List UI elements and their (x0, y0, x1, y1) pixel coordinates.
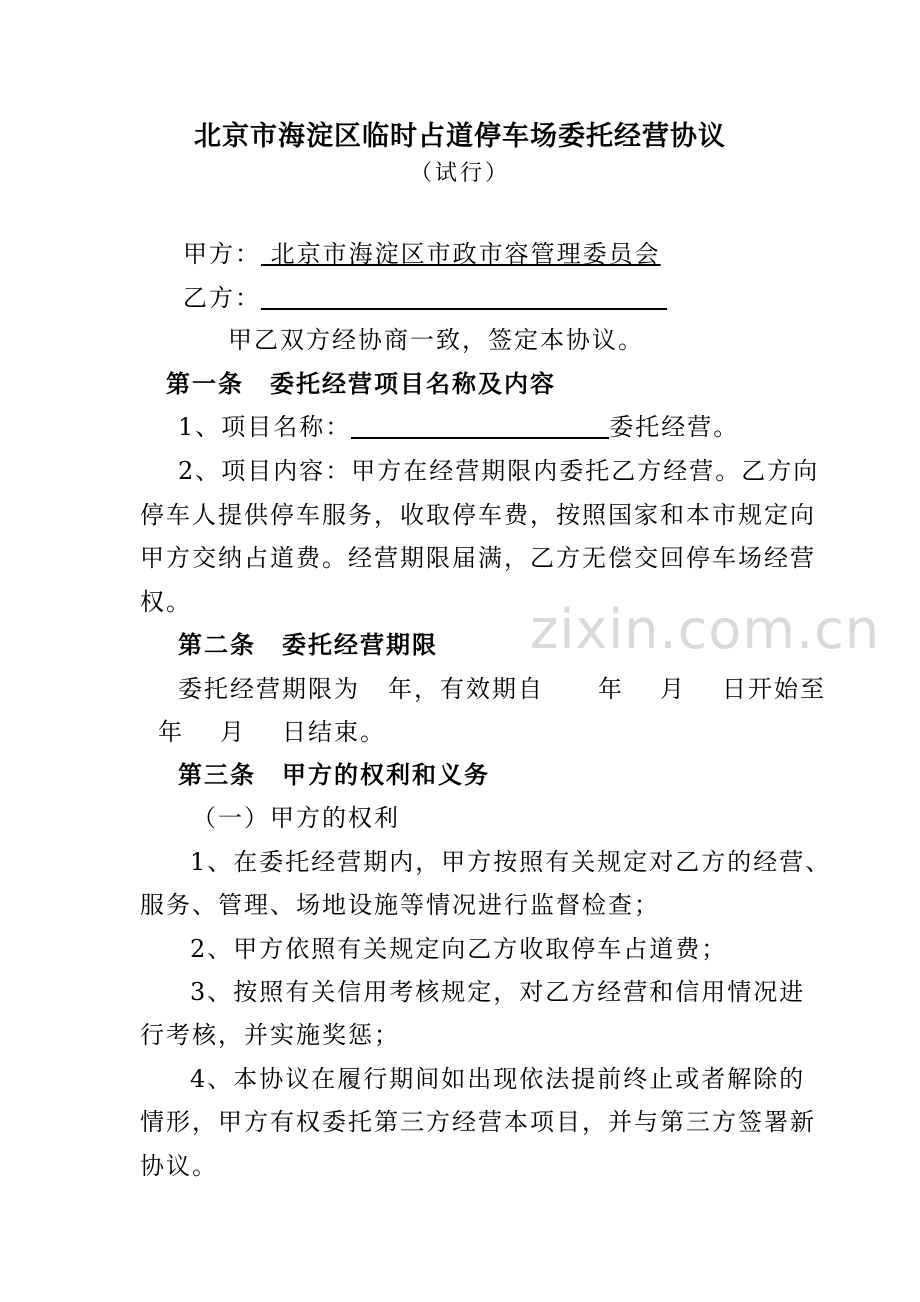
party-a-value: 北京市海淀区市政市容管理委员会 (261, 240, 661, 268)
start-year: 年 (598, 675, 624, 703)
article1-item2-line: 甲方交纳占道费。经营期限届满，乙方无偿交回停车场经营 (140, 544, 816, 572)
party-b-label: 乙方： (183, 284, 261, 312)
article1-heading: 第一条 委托经营项目名称及内容 (166, 369, 556, 398)
article2-line2 (158, 716, 386, 748)
end-day-text: 日结束。 (282, 718, 386, 746)
article3-line: 4、本协议在履行期间如出现依法提前终止或者解除的 (190, 1065, 806, 1093)
article3-line: 协议。 (140, 1152, 218, 1180)
project-name-blank (351, 413, 609, 439)
start-day-text: 日开始至 (722, 675, 826, 703)
article1-item2-line: 停车人提供停车服务，收取停车费，按照国家和本市规定向 (140, 501, 816, 529)
party-a-line (183, 238, 661, 270)
intro-text: 甲乙双方经协商一致，签定本协议。 (228, 326, 644, 354)
article3-line: 1、在委托经营期内，甲方按照有关规定对乙方的经营、 (190, 848, 832, 876)
item1-suffix: 委托经营。 (609, 413, 740, 441)
party-b-blank (261, 284, 667, 310)
document-title: 北京市海淀区临时占道停车场委托经营协议 (194, 121, 726, 152)
party-a-label: 甲方： (183, 240, 261, 268)
article1-item2-line: 权。 (140, 588, 192, 616)
watermark: zixin.com.cn (530, 598, 881, 661)
article3-line: 情形，甲方有权委托第三方经营本项目，并与第三方签署新 (140, 1108, 816, 1136)
start-month: 月 (660, 675, 686, 703)
article3-line: 3、按照有关信用考核规定，对乙方经营和信用情况进 (190, 978, 806, 1006)
article3-line: 服务、管理、场地设施等情况进行监督检查； (140, 891, 660, 919)
article2-heading: 第二条 委托经营期限 (178, 630, 438, 659)
article3-line: 行考核，并实施奖惩； (140, 1021, 400, 1049)
item1-label: 1、项目名称： (178, 413, 352, 441)
end-month: 月 (220, 718, 246, 746)
term-text: 委托经营期限为 (178, 675, 360, 703)
article1-item1 (178, 411, 739, 443)
article3-line: 2、甲方依照有关规定向乙方收取停车占道费； (190, 935, 728, 963)
article1-item2-line: 2、项目内容：甲方在经营期限内委托乙方经营。乙方向 (178, 457, 820, 485)
article2-line1 (178, 673, 826, 705)
validity-text: 年，有效期自 (388, 675, 544, 703)
document-subtitle: （试行） (409, 161, 510, 186)
party-b-line (183, 282, 667, 314)
article3-subheading: （一）甲方的权利 (192, 804, 400, 832)
article3-heading: 第三条 甲方的权利和义务 (178, 760, 490, 789)
end-year: 年 (158, 718, 184, 746)
